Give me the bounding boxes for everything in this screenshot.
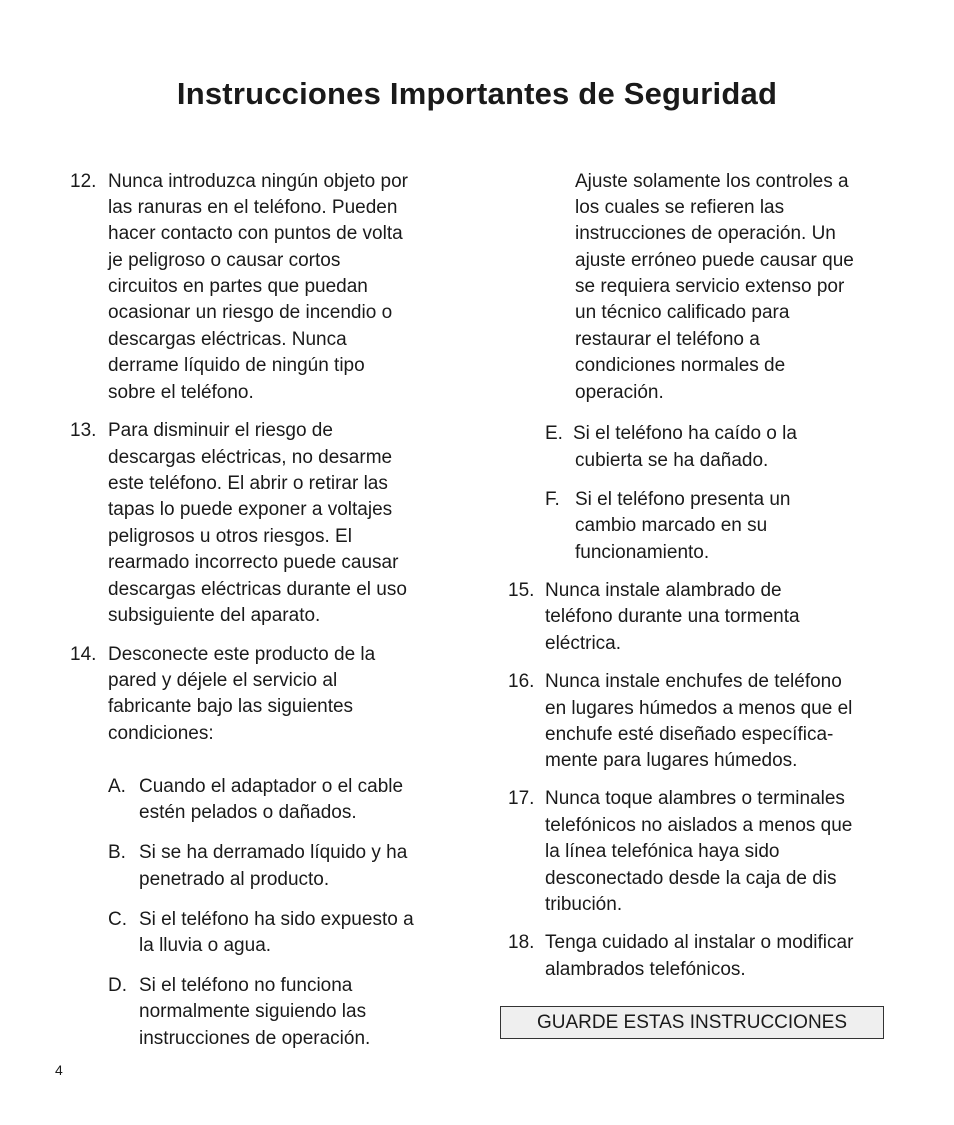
item-line: las ranuras en el teléfono. Pueden [108, 197, 398, 218]
save-instructions-box: GUARDE ESTAS INSTRUCCIONES [500, 1006, 884, 1039]
item-number: 13. [70, 420, 97, 441]
item-line: Nunca instale alambrado de [545, 580, 782, 601]
item-number: 15. [508, 580, 535, 601]
subitem-line: funcionamiento. [575, 542, 710, 563]
subitem-line: Cuando el adaptador o el cable [139, 776, 404, 797]
item-line: rearmado incorrecto puede causar [108, 552, 399, 573]
subitem-line: Si el teléfono presenta un [575, 489, 791, 510]
item-line: je peligroso o causar cortos [108, 250, 341, 271]
item-line: alambrados telefónicos. [545, 959, 746, 980]
item-line: pared y déjele el servicio al [108, 670, 338, 691]
subitem-line: Si el teléfono ha sido expuesto a [139, 909, 414, 930]
item-line: Para disminuir el riesgo de [108, 420, 333, 441]
item-line: Nunca introduzca ningún objeto por [108, 171, 408, 192]
subitem-line: Si el teléfono ha caído o la [573, 423, 797, 444]
subitem-line: ajuste erróneo puede causar que [575, 250, 854, 271]
item-number: 14. [70, 644, 97, 665]
item-line: mente para lugares húmedos. [545, 750, 798, 771]
item-line: condiciones: [108, 723, 214, 744]
item-line: ocasionar un riesgo de incendio o [108, 302, 393, 323]
item-line: subsiguiente del aparato. [108, 605, 321, 626]
subitem-line: se requiera servicio extenso por [575, 276, 845, 297]
subitem-line: Ajuste solamente los controles a [575, 171, 849, 192]
item-line: sobre el teléfono. [108, 382, 254, 403]
subitem-label: A. [108, 776, 126, 797]
subitem-line: penetrado al producto. [139, 869, 330, 890]
subitem-line: Si se ha derramado líquido y ha [139, 842, 408, 863]
item-line: Desconecte este producto de la [108, 644, 376, 665]
subitem-label: E. [545, 423, 563, 444]
subitem-line: restaurar el teléfono a [575, 329, 760, 350]
item-number: 12. [70, 171, 97, 192]
subitem-label: C. [108, 909, 127, 930]
subitem-line: un técnico calificado para [575, 302, 790, 323]
item-line: en lugares húmedos a menos que el [545, 698, 853, 719]
item-line: teléfono durante una tormenta [545, 606, 800, 627]
subitem-line: cubierta se ha dañado. [575, 450, 769, 471]
subitem-line: normalmente siguiendo las [139, 1001, 367, 1022]
subitem-line: estén pelados o dañados. [139, 802, 357, 823]
subitem-label: F. [545, 489, 560, 510]
item-number: 17. [508, 788, 535, 809]
item-line: este teléfono. El abrir o retirar las [108, 473, 388, 494]
item-line: Nunca toque alambres o terminales [545, 788, 845, 809]
item-line: enchufe esté diseñado específica- [545, 724, 834, 745]
item-line: telefónicos no aislados a menos que [545, 815, 853, 836]
subitem-line: operación. [575, 382, 664, 403]
subitem-line: cambio marcado en su [575, 515, 768, 536]
item-line: desconectado desde la caja de dis [545, 868, 837, 889]
subitem-label: B. [108, 842, 126, 863]
item-line: descargas eléctricas. Nunca [108, 329, 347, 350]
item-line: hacer contacto con puntos de volta [108, 223, 403, 244]
item-line: eléctrica. [545, 633, 622, 654]
item-line: descargas eléctricas durante el uso [108, 579, 407, 600]
item-line: peligrosos u otros riesgos. El [108, 526, 352, 547]
subitem-line: condiciones normales de [575, 355, 786, 376]
item-line: fabricante bajo las siguientes [108, 696, 354, 717]
subitem-line: instrucciones de operación. [139, 1028, 371, 1049]
item-line: circuitos en partes que puedan [108, 276, 368, 297]
item-line: Nunca instale enchufes de teléfono [545, 671, 842, 692]
subitem-label: D. [108, 975, 127, 996]
item-line: tribución. [545, 894, 623, 915]
item-line: la línea telefónica haya sido [545, 841, 780, 862]
subitem-line: Si el teléfono no funciona [139, 975, 353, 996]
subitem-line: la lluvia o agua. [139, 935, 272, 956]
subitem-line: instrucciones de operación. Un [575, 223, 836, 244]
item-line: Tenga cuidado al instalar o modificar [545, 932, 854, 953]
item-number: 16. [508, 671, 535, 692]
item-line: derrame líquido de ningún tipo [108, 355, 365, 376]
item-line: descargas eléctricas, no desarme [108, 447, 393, 468]
page-title: Instrucciones Importantes de Seguridad [176, 76, 778, 111]
page-number: 4 [55, 1062, 63, 1078]
item-number: 18. [508, 932, 535, 953]
subitem-line: los cuales se refieren las [575, 197, 785, 218]
item-line: tapas lo puede exponer a voltajes [108, 499, 393, 520]
